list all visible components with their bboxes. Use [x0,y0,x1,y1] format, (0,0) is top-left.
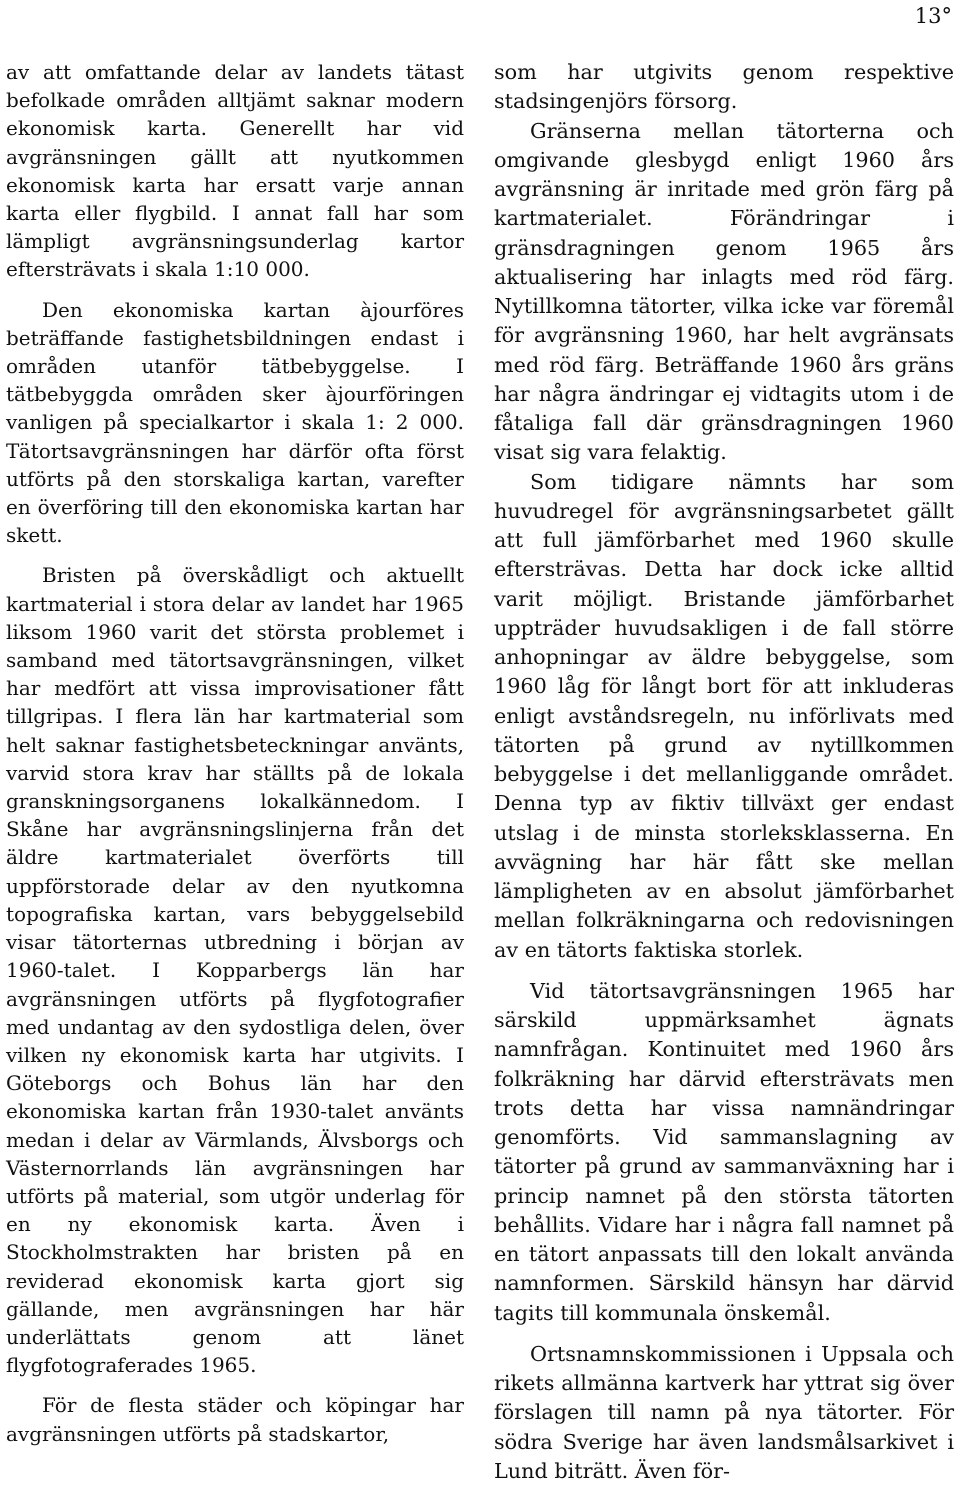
left-column [6,58,464,1448]
paragraph: Vid tätortsavgränsningen 1965 har särskild uppmärksamhet ägnats namnfrågan. Kontinuitet med 1960 års folkräkning har därvid eftersträvats men trots detta har vissa namnändringar genomförts. Vid sammanslagning av tätorter på grund av sammanväxning har i princip namnet på den största tätorten behållits. Vidare har i några fall namnet på en tätort anpassats till den lokalt använda namnformen. Särskild hänsyn har därvid tagits till kommunala önskemål. [494,978,954,1325]
right-column [494,58,954,1486]
paragraph: Ortsnamnskommissionen i Uppsala och rikets allmänna kartverk har yttrat sig över förslagen till namn på nya tätorter. För södra Sverige har även landsmålsarkivet i Lund biträtt. Även för- [494,1341,954,1483]
paragraph: För de flesta städer och köpingar har avgränsningen utförts på stadskartor, [6,1393,464,1446]
page-number: 13° [914,4,952,28]
paragraph: Som tidigare nämnts har som huvudregel för avgränsningsarbetet gällt att full jämförbarhet med 1960 skulle eftersträvas. Detta har dock icke alltid varit möjligt. Bristande jämförbarhet uppträder huvudsakligen i de fall större anhopningar av äldre bebyggelse, som 1960 låg för långt bort för att inkluderas enligt avståndsregeln, nu införlivats med tätorten på grund av nytillkommen bebyggelse i det mellanliggande området. Denna typ av fiktiv tillväxt ger endast utslag i de minsta storleksklasserna. En avvägning har här fått ske mellan lämpligheten av en absolut jämförbarhet mellan folkräkningarna och redovisningen av en tätorts faktiska storlek. [494,469,954,962]
paragraph: av att omfattande delar av landets tätast befolkade områden alltjämt saknar modern ekonomisk karta. Generellt har vid avgränsningen gällt att nyutkommen ekonomisk karta har ersatt varje annan karta eller flygbild. I annat fall har som lämpligt avgränsningsunderlag kartor eftersträvats i skala 1:10 000. [6,60,464,282]
paragraph: som har utgivits genom respektive stadsingenjörs försorg. [494,60,954,114]
paragraph: Bristen på överskådligt och aktuellt kartmaterial i stora delar av landet har 1965 liksom 1960 varit det största problemet i samband med tätortsavgränsningen, vilket har medfört att vissa improvisationer fått tillgripas. I flera län har kartmaterial som helt saknar fastighetsbeteckningar använts, varvid stora krav har ställts på de lokala granskningsorganens lokalkännedom. I Skåne har avgränsningslinjerna från det äldre kartmaterialet överförts till uppförstorade delar av den nyutkomna topografiska kartan, vars bebyggelsebild visar tätorternas utbredning i början av 1960-talet. I Kopparbergs län har avgränsningen utförts på flygfotografier med undantag av den sydostliga delen, över vilken ny ekonomisk karta har utgivits. I Göteborgs och Bohus län har den ekonomiska kartan från 1930-talet använts medan i delar av Värmlands, Älvsborgs och Västernorrlands län avgränsningen har utförts på material, som utgör underlag för en ny ekonomisk karta. Även i Stockholmstrakten har bristen på en reviderad ekonomisk karta gjort sig gällande, men avgränsningen har här underlättats genom att länet flygfotograferades 1965. [6,563,464,1378]
paragraph: Den ekonomiska kartan àjourföres beträffande fastighetsbildningen endast i områden utanför tätbebyggelse. I tätbebyggda områden sker àjourföringen vanligen på specialkartor i skala 1: 2 000. Tätortsavgränsningen har därför ofta först utförts på den storskaliga kartan, varefter en överföring till den ekonomiska kartan har skett. [6,297,464,548]
paragraph: Gränserna mellan tätorterna och omgivande glesbygd enligt 1960 års avgränsning är inritade med grön färg på kartmaterialet. Förändringar i gränsdragningen genom 1965 års aktualisering har inlagts med röd färg. Nytillkomna tätorter, vilka icke var föremål för avgränsning 1960, har helt avgränsats med röd färg. Beträffande 1960 års gräns har några ändringar ej vidtagits utom i de fåtaliga fall där gränsdragningen 1960 visat sig vara felaktig. [494,118,954,465]
